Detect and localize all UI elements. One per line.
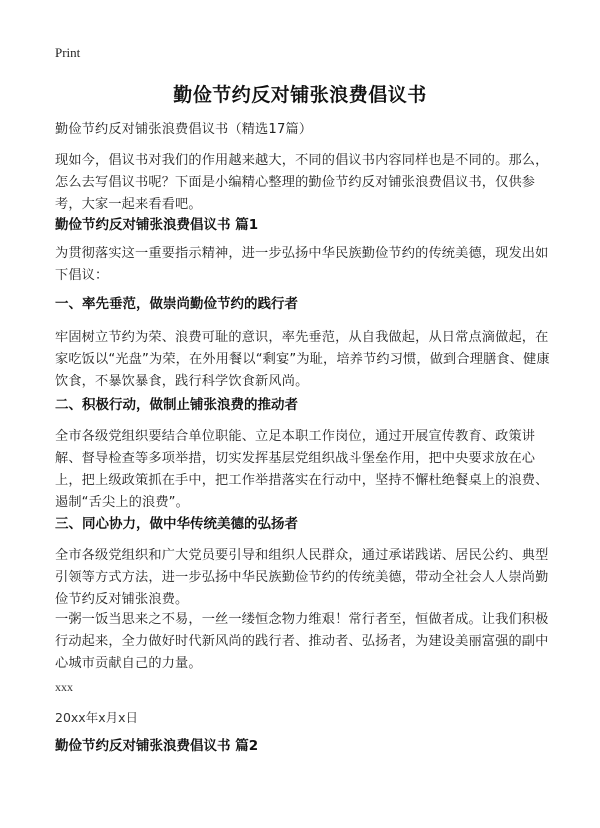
print-label[interactable]: Print — [55, 45, 81, 60]
closing-paragraph: 一粥一饭当思来之不易，一丝一缕恒念物力维艰！常行者至，恒做者成。让我们积极行动起来，全力做好时代新风尚的践行者、推动者、弘扬者，为建设美丽富强的副中心城市贡献自己的力量。 — [55, 612, 549, 671]
point-2-body: 全市各级党组织要结合单位职能、立足本职工作岗位，通过开展宣传教育、政策讲解、督导检查等多项举措，切实发挥基层党组织战斗堡垒作用，把中央要求放在心上，把上级政策抓在手中，把工作举措落实在行动中，坚持不懈杜绝餐桌上的浪费、遏制“舌尖上的浪费”。 — [55, 429, 549, 510]
section-1-heading: 勤俭节约反对铺张浪费倡议书 篇1 — [55, 217, 259, 233]
point-2-heading: 二、积极行动，做制止铺张浪费的推动者 — [55, 397, 298, 413]
section-1-intro: 为贯彻落实这一重要指示精神，进一步弘扬中华民族勤俭节约的传统美德，现发出如下倡议： — [55, 246, 549, 283]
point-3-body: 全市各级党组织和广大党员要引导和组织人民群众，通过承诺践诺、居民公约、典型引领等方式方法，进一步弘扬中华民族勤俭节约的传统美德，带动全社会人人崇尚勤俭节约反对铺张浪费。 — [55, 548, 549, 607]
point-3-heading: 三、同心协力，做中华传统美德的弘扬者 — [55, 516, 298, 532]
intro-paragraph: 现如今，倡议书对我们的作用越来越大，不同的倡议书内容同样也是不同的。那么，怎么去写倡议书呢？下面是小编精心整理的勤俭节约反对铺张浪费倡议书，仅供参考，大家一起来看看吧。 — [55, 153, 549, 212]
point-1-body: 牢固树立节约为荣、浪费可耻的意识，率先垂范，从自我做起，从日常点滴做起，在家吃饭以“光盘”为荣，在外用餐以“剩宴”为耻，培养节约习惯，做到合理膳食、健康饮食，不暴饮暴食，践行科学饮食新风尚。 — [55, 330, 550, 389]
page-title: 勤俭节约反对铺张浪费倡议书 — [173, 84, 427, 106]
subtitle: 勤俭节约反对铺张浪费倡议书（精选17篇） — [55, 122, 313, 137]
date: 20xx年x月x日 — [55, 710, 138, 725]
signature: xxx — [55, 680, 73, 694]
point-1-heading: 一、率先垂范，做崇尚勤俭节约的践行者 — [55, 296, 298, 312]
section-2-heading: 勤俭节约反对铺张浪费倡议书 篇2 — [55, 738, 259, 754]
